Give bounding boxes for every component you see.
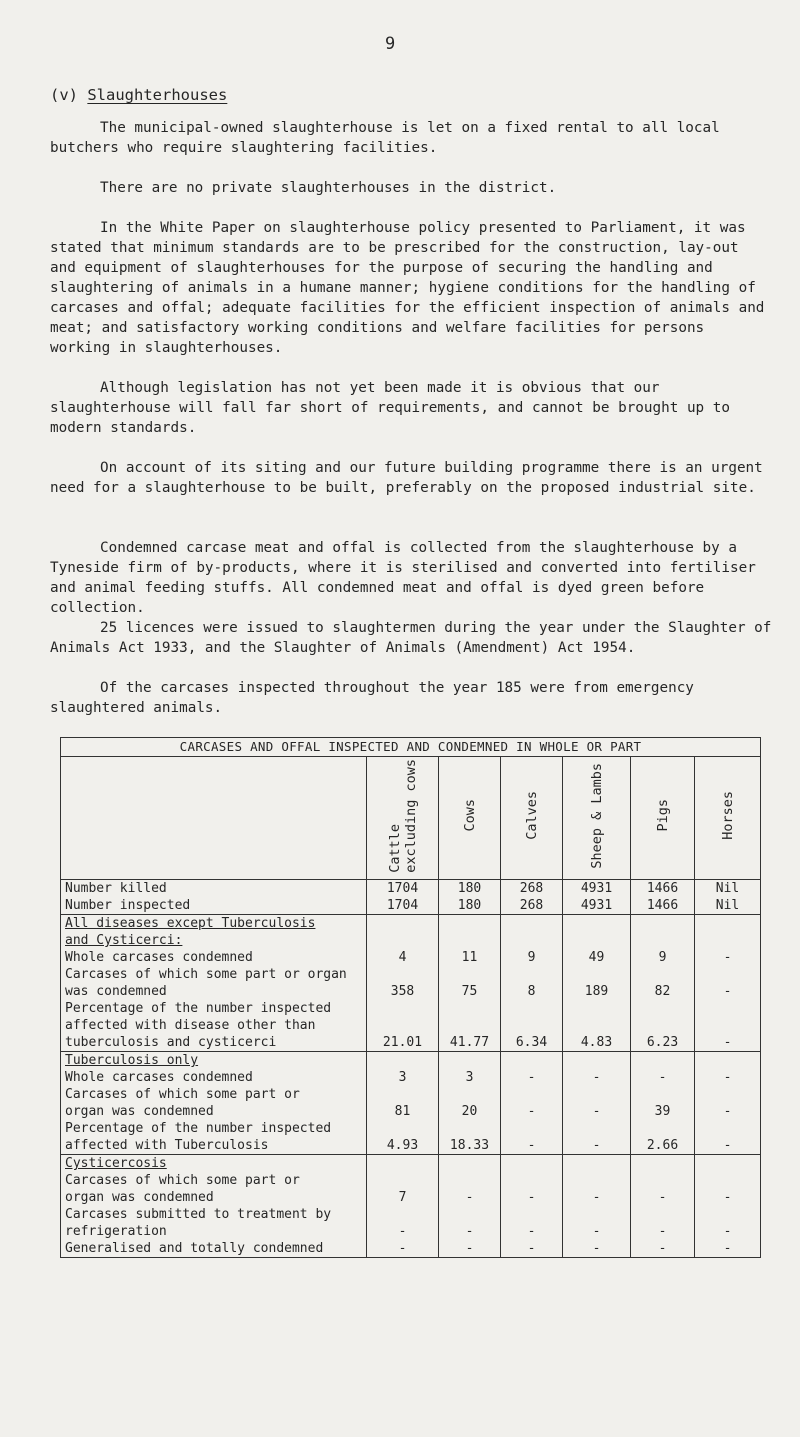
table-cell	[631, 915, 695, 1052]
cell-value: -	[723, 950, 732, 965]
cell-value: -	[527, 1241, 536, 1256]
spacer	[443, 932, 496, 949]
spacer	[567, 1120, 626, 1137]
paragraph: In the White Paper on slaughterhouse policy presented to Parliament, it was stated that minimum standards are to be prescribed for the construction, lay-out and equipment of slaughterhouses for the purpose of securing the handling and slaughtering of animals in a humane manner; hygiene conditions for the handling of carcases and offal; adequate facilities for the efficient inspection of animals and meat; and satisfactory working conditions and welfare facilities for persons working in slaughterhouses.	[50, 220, 765, 356]
header-corner	[61, 757, 367, 880]
row-label-line: affected with disease other than	[65, 1018, 316, 1033]
row-label-line: organ was condemned	[65, 1104, 214, 1119]
cell-value: 4931	[580, 898, 613, 913]
row-label-line: Whole carcases condemned	[65, 950, 253, 965]
cell-value: -	[723, 1224, 732, 1239]
spacer	[443, 1172, 496, 1189]
spacer	[699, 1000, 756, 1017]
cell-value: 7	[398, 1190, 407, 1205]
column-header-row	[61, 757, 761, 880]
cell-value: 9	[658, 950, 667, 965]
cell-value: -	[723, 984, 732, 999]
spacer	[371, 932, 434, 949]
cell-value: -	[723, 1138, 732, 1153]
spacer	[699, 966, 756, 983]
group-label	[61, 915, 367, 1052]
table-row	[61, 915, 761, 1052]
table-row	[61, 1155, 761, 1258]
spacer	[635, 1206, 690, 1223]
spacer	[635, 1155, 690, 1172]
paragraph: There are no private slaughterhouses in the district.	[100, 180, 557, 196]
row-label-line: Carcases of which some part or	[65, 1087, 300, 1102]
spacer	[635, 1000, 690, 1017]
cell-value: -	[592, 1070, 601, 1085]
paragraph: On account of its siting and our future building programme there is an urgent need for a slaughterhouse to be built, preferably on the proposed industrial site.	[50, 460, 763, 496]
spacer	[567, 915, 626, 932]
cell-value: 21.01	[382, 1035, 423, 1050]
spacer	[443, 1000, 496, 1017]
cell-value: 4931	[580, 881, 613, 896]
cell-value: 358	[390, 984, 415, 999]
spacer	[635, 1172, 690, 1189]
row-label-line: Carcases of which some part or organ	[65, 967, 347, 982]
table-cell	[439, 1052, 501, 1155]
cell-value: 4.83	[580, 1035, 613, 1050]
spacer	[699, 1172, 756, 1189]
cell-value: 6.34	[515, 1035, 548, 1050]
cell-value: 268	[519, 881, 544, 896]
spacer	[635, 1017, 690, 1034]
paragraph: Condemned carcase meat and offal is collected from the slaughterhouse by a Tyneside firm of by-products, where it is sterilised and converted into fertiliser and animal feeding stuffs. All condemned meat and offal is dyed green before collection.	[50, 540, 756, 616]
spacer	[505, 932, 558, 949]
table-cell	[631, 1155, 695, 1258]
spacer	[505, 966, 558, 983]
cell-value: 81	[394, 1104, 411, 1119]
table-row	[61, 880, 761, 915]
spacer	[505, 1206, 558, 1223]
paragraph: 25 licences were issued to slaughtermen during the year under the Slaughter of Animals Act 1933, and the Slaughter of Animals (Amendment) Act 1954.	[50, 620, 772, 656]
cell-value: Nil	[715, 881, 740, 896]
cell-value: -	[723, 1035, 732, 1050]
row-label-line: Carcases submitted to treatment by	[65, 1207, 332, 1222]
table-cell	[501, 1155, 563, 1258]
row-label	[61, 880, 367, 915]
table-cell	[563, 1052, 631, 1155]
column-header	[439, 757, 501, 880]
spacer	[699, 915, 756, 932]
table-cell	[367, 880, 439, 915]
spacer	[443, 1052, 496, 1069]
table-cell	[563, 880, 631, 915]
spacer	[443, 1206, 496, 1223]
column-header	[631, 757, 695, 880]
cell-value: -	[658, 1241, 667, 1256]
row-label-line: Generalised and totally condemned	[65, 1241, 324, 1256]
cell-value: -	[592, 1138, 601, 1153]
cell-value: -	[592, 1104, 601, 1119]
spacer	[635, 1086, 690, 1103]
cell-value: -	[658, 1190, 667, 1205]
cell-value: -	[398, 1241, 407, 1256]
spacer	[443, 1086, 496, 1103]
paragraph: The municipal-owned slaughterhouse is let on a fixed rental to all local butchers who require slaughtering facilities.	[50, 120, 720, 156]
cell-value: -	[723, 1104, 732, 1119]
section-number: (v)	[50, 86, 78, 104]
spacer	[567, 1086, 626, 1103]
row-label-line: Number killed	[65, 881, 167, 896]
inspection-table	[60, 737, 761, 1258]
table-cell	[439, 1155, 501, 1258]
column-header-text: Horses	[719, 791, 736, 840]
table-caption	[61, 738, 761, 757]
cell-value: -	[592, 1190, 601, 1205]
paragraph: Although legislation has not yet been made it is obvious that our slaughterhouse will fall far short of requirements, and cannot be brought up to modern standards.	[50, 380, 730, 436]
cell-value: 11	[461, 950, 478, 965]
cell-value: 180	[457, 898, 482, 913]
row-label-line: organ was condemned	[65, 1190, 214, 1205]
spacer	[505, 1172, 558, 1189]
cell-value: -	[527, 1224, 536, 1239]
spacer	[371, 1086, 434, 1103]
group-title: Tuberculosis only	[65, 1053, 199, 1068]
spacer	[699, 1155, 756, 1172]
group-label	[61, 1155, 367, 1258]
spacer	[635, 932, 690, 949]
table-cell	[439, 880, 501, 915]
section-heading	[50, 86, 227, 104]
cell-value: -	[398, 1224, 407, 1239]
cell-value: 1704	[386, 881, 419, 896]
cell-value: 49	[588, 950, 605, 965]
cell-value: 1466	[646, 898, 679, 913]
table-cell	[631, 880, 695, 915]
cell-value: 3	[398, 1070, 407, 1085]
cell-value: 189	[584, 984, 609, 999]
spacer	[567, 932, 626, 949]
cell-value: -	[465, 1190, 474, 1205]
table-cell	[695, 915, 761, 1052]
group-label	[61, 1052, 367, 1155]
column-header-text: Calves	[523, 791, 540, 840]
cell-value: 82	[654, 984, 671, 999]
cell-value: 39	[654, 1104, 671, 1119]
spacer	[371, 966, 434, 983]
spacer	[443, 1155, 496, 1172]
spacer	[699, 1086, 756, 1103]
table-cell	[367, 1052, 439, 1155]
spacer	[505, 1000, 558, 1017]
column-header-text: Sheep & Lambs	[588, 762, 605, 869]
spacer	[699, 1017, 756, 1034]
table-cell	[501, 915, 563, 1052]
group-title: All diseases except Tuberculosis	[65, 916, 316, 931]
spacer	[371, 1206, 434, 1223]
spacer	[699, 1206, 756, 1223]
table-cell	[439, 915, 501, 1052]
row-label-line: was condemned	[65, 984, 167, 999]
cell-value: 75	[461, 984, 478, 999]
cell-value: 1466	[646, 881, 679, 896]
cell-value: -	[723, 1190, 732, 1205]
spacer	[635, 1052, 690, 1069]
table-cell	[631, 1052, 695, 1155]
cell-value: -	[723, 1070, 732, 1085]
row-label-line: Number inspected	[65, 898, 191, 913]
cell-value: 6.23	[646, 1035, 679, 1050]
cell-value: 268	[519, 898, 544, 913]
spacer	[699, 932, 756, 949]
section-title: Slaughterhouses	[87, 86, 228, 104]
spacer	[635, 1120, 690, 1137]
cell-value: 8	[527, 984, 536, 999]
spacer	[567, 1017, 626, 1034]
spacer	[505, 1120, 558, 1137]
cell-value: 20	[461, 1104, 478, 1119]
cell-value: -	[723, 1241, 732, 1256]
page-number: 9	[385, 34, 396, 54]
cell-value: -	[592, 1224, 601, 1239]
cell-value: 2.66	[646, 1138, 679, 1153]
table-cell	[695, 1155, 761, 1258]
column-header-text: Cattle	[386, 823, 403, 873]
spacer	[505, 915, 558, 932]
cell-value: 4.93	[386, 1138, 419, 1153]
spacer	[567, 966, 626, 983]
spacer	[567, 1155, 626, 1172]
spacer	[371, 1155, 434, 1172]
spacer	[567, 1172, 626, 1189]
spacer	[371, 1120, 434, 1137]
table-cell	[563, 1155, 631, 1258]
group-title: and Cysticerci:	[65, 933, 183, 948]
row-label-line: Carcases of which some part or	[65, 1173, 300, 1188]
cell-value: -	[527, 1104, 536, 1119]
spacer	[443, 915, 496, 932]
table-cell	[367, 915, 439, 1052]
cell-value: -	[592, 1241, 601, 1256]
cell-value: -	[527, 1190, 536, 1205]
spacer	[505, 1017, 558, 1034]
spacer	[699, 1120, 756, 1137]
spacer	[567, 1052, 626, 1069]
spacer	[371, 1172, 434, 1189]
column-header-text: Pigs	[654, 799, 671, 832]
cell-value: 1704	[386, 898, 419, 913]
table-cell	[367, 1155, 439, 1258]
cell-value: 4	[398, 950, 407, 965]
spacer	[505, 1052, 558, 1069]
table-cell	[501, 1052, 563, 1155]
table-row	[61, 1052, 761, 1155]
column-header-text: Cows	[461, 799, 478, 832]
spacer	[443, 1120, 496, 1137]
spacer	[567, 1206, 626, 1223]
row-label-line: refrigeration	[65, 1224, 167, 1239]
table-cell	[695, 1052, 761, 1155]
spacer	[371, 915, 434, 932]
spacer	[635, 915, 690, 932]
cell-value: -	[658, 1224, 667, 1239]
cell-value: -	[527, 1070, 536, 1085]
table-cell	[501, 880, 563, 915]
cell-value: -	[527, 1138, 536, 1153]
cell-value: 9	[527, 950, 536, 965]
cell-value: 180	[457, 881, 482, 896]
cell-value: -	[465, 1241, 474, 1256]
cell-value: 3	[465, 1070, 474, 1085]
cell-value: 18.33	[449, 1138, 490, 1153]
cell-value: -	[465, 1224, 474, 1239]
column-header-text: excluding cows	[402, 758, 419, 873]
spacer	[371, 1017, 434, 1034]
column-header	[695, 757, 761, 880]
spacer	[443, 1017, 496, 1034]
spacer	[443, 966, 496, 983]
row-label-line: tuberculosis and cysticerci	[65, 1035, 277, 1050]
spacer	[505, 1086, 558, 1103]
cell-value: 41.77	[449, 1035, 490, 1050]
column-header	[367, 757, 439, 880]
spacer	[505, 1155, 558, 1172]
spacer	[567, 1000, 626, 1017]
row-label-line: affected with Tuberculosis	[65, 1138, 269, 1153]
cell-value: Nil	[715, 898, 740, 913]
column-header	[563, 757, 631, 880]
table-cell	[563, 915, 631, 1052]
cell-value: -	[658, 1070, 667, 1085]
row-label-line: Percentage of the number inspected	[65, 1121, 332, 1136]
row-label-line: Percentage of the number inspected	[65, 1001, 332, 1016]
table-cell	[695, 880, 761, 915]
paragraph: Of the carcases inspected throughout the year 185 were from emergency slaughtered animals.	[50, 680, 694, 716]
group-title: Cysticercosis	[65, 1156, 167, 1171]
row-label-line: Whole carcases condemned	[65, 1070, 253, 1085]
spacer	[635, 966, 690, 983]
spacer	[699, 1052, 756, 1069]
column-header	[501, 757, 563, 880]
spacer	[371, 1052, 434, 1069]
table-caption-text: CARCASES AND OFFAL INSPECTED AND CONDEMNED IN WHOLE OR PART	[179, 739, 642, 754]
spacer	[371, 1000, 434, 1017]
